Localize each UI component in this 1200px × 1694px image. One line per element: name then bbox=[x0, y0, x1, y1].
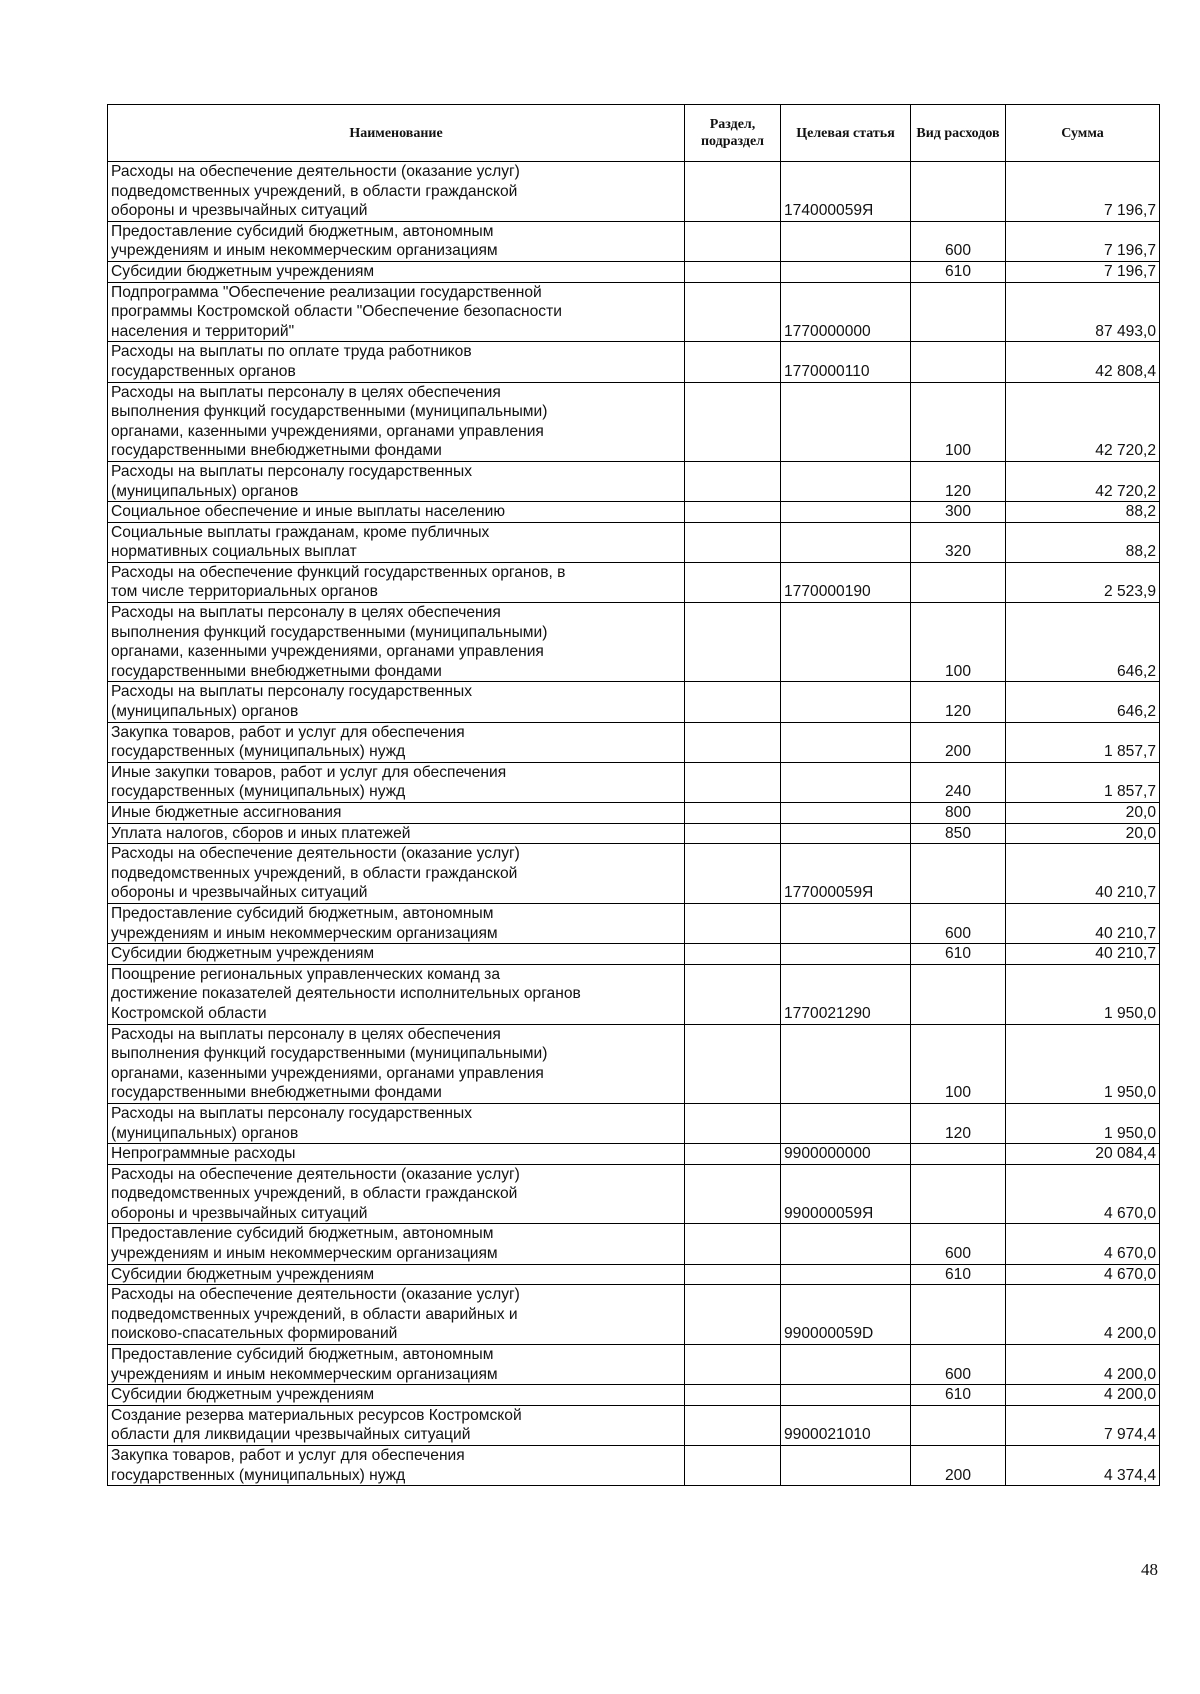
table-row bbox=[108, 762, 1160, 802]
row-target-cell bbox=[781, 1024, 911, 1103]
row-kind-cell bbox=[911, 562, 1006, 602]
row-kind-cell: 600 bbox=[911, 221, 1006, 261]
row-target-cell bbox=[781, 823, 911, 844]
row-sum-cell: 4 670,0 bbox=[1006, 1224, 1160, 1264]
row-kind-cell: 600 bbox=[911, 1345, 1006, 1385]
table-row bbox=[108, 562, 1160, 602]
row-name-cell: Расходы на выплаты персоналу государственных (муниципальных) органов bbox=[108, 682, 685, 722]
row-target-cell: 990000059Я bbox=[781, 1164, 911, 1224]
table-row bbox=[108, 1446, 1160, 1486]
row-sum-cell: 20,0 bbox=[1006, 823, 1160, 844]
row-name-cell: Расходы на обеспечение деятельности (оказание услуг) подведомственных учреждений, в области гражданской обороны и чрезвычайных ситуаций bbox=[108, 844, 685, 904]
row-name-cell: Предоставление субсидий бюджетным, автономным учреждениям и иным некоммерческим организациям bbox=[108, 1345, 685, 1385]
row-sum-cell: 646,2 bbox=[1006, 603, 1160, 682]
row-kind-cell bbox=[911, 282, 1006, 342]
row-name-cell: Предоставление субсидий бюджетным, автономным учреждениям и иным некоммерческим организациям bbox=[108, 221, 685, 261]
row-sum-cell: 4 200,0 bbox=[1006, 1345, 1160, 1385]
row-name-cell: Предоставление субсидий бюджетным, автономным учреждениям и иным некоммерческим организациям bbox=[108, 1224, 685, 1264]
row-sum-cell: 42 808,4 bbox=[1006, 342, 1160, 382]
row-section-cell bbox=[685, 1345, 781, 1385]
table-row bbox=[108, 603, 1160, 682]
row-name-cell: Иные бюджетные ассигнования bbox=[108, 803, 685, 824]
row-target-cell bbox=[781, 903, 911, 943]
table-row bbox=[108, 1144, 1160, 1165]
row-sum-cell: 1 950,0 bbox=[1006, 964, 1160, 1024]
row-target-cell bbox=[781, 461, 911, 501]
row-kind-cell: 320 bbox=[911, 522, 1006, 562]
row-target-cell bbox=[781, 944, 911, 965]
row-name-cell: Закупка товаров, работ и услуг для обеспечения государственных (муниципальных) нужд bbox=[108, 1446, 685, 1486]
row-name-cell: Расходы на выплаты персоналу в целях обеспечения выполнения функций государственными (муниципальными) органами, казенными учреждениями, органами управления государственными внебюджетными фондами bbox=[108, 1024, 685, 1103]
row-kind-cell: 100 bbox=[911, 603, 1006, 682]
table-row bbox=[108, 964, 1160, 1024]
row-sum-cell: 4 670,0 bbox=[1006, 1264, 1160, 1285]
row-name-cell: Расходы на выплаты по оплате труда работников государственных органов bbox=[108, 342, 685, 382]
row-kind-cell: 610 bbox=[911, 1385, 1006, 1406]
row-section-cell bbox=[685, 382, 781, 461]
row-sum-cell: 7 196,7 bbox=[1006, 221, 1160, 261]
row-name-cell: Расходы на выплаты персоналу государственных (муниципальных) органов bbox=[108, 461, 685, 501]
row-target-cell: 1770000110 bbox=[781, 342, 911, 382]
table-row bbox=[108, 682, 1160, 722]
header-section: Раздел, подраздел bbox=[685, 105, 781, 162]
table-row bbox=[108, 1024, 1160, 1103]
row-section-cell bbox=[685, 261, 781, 282]
row-section-cell bbox=[685, 964, 781, 1024]
row-sum-cell: 1 857,7 bbox=[1006, 722, 1160, 762]
table-row bbox=[108, 461, 1160, 501]
row-section-cell bbox=[685, 1103, 781, 1143]
row-section-cell bbox=[685, 1224, 781, 1264]
row-kind-cell: 610 bbox=[911, 944, 1006, 965]
table-row bbox=[108, 342, 1160, 382]
row-sum-cell: 2 523,9 bbox=[1006, 562, 1160, 602]
row-target-cell: 9900021010 bbox=[781, 1405, 911, 1445]
row-target-cell: 990000059D bbox=[781, 1285, 911, 1345]
row-target-cell bbox=[781, 1345, 911, 1385]
row-sum-cell: 42 720,2 bbox=[1006, 461, 1160, 501]
table-row bbox=[108, 1345, 1160, 1385]
table-row bbox=[108, 1385, 1160, 1406]
row-sum-cell: 40 210,7 bbox=[1006, 903, 1160, 943]
row-kind-cell bbox=[911, 1144, 1006, 1165]
table-row bbox=[108, 382, 1160, 461]
row-sum-cell: 7 196,7 bbox=[1006, 261, 1160, 282]
row-sum-cell: 88,2 bbox=[1006, 522, 1160, 562]
row-kind-cell: 600 bbox=[911, 1224, 1006, 1264]
row-target-cell bbox=[781, 221, 911, 261]
row-target-cell bbox=[781, 803, 911, 824]
row-section-cell bbox=[685, 682, 781, 722]
row-section-cell bbox=[685, 1164, 781, 1224]
row-section-cell bbox=[685, 844, 781, 904]
row-section-cell bbox=[685, 803, 781, 824]
row-section-cell bbox=[685, 903, 781, 943]
row-target-cell bbox=[781, 261, 911, 282]
row-kind-cell bbox=[911, 1164, 1006, 1224]
row-kind-cell: 120 bbox=[911, 1103, 1006, 1143]
row-section-cell bbox=[685, 1385, 781, 1406]
row-kind-cell: 200 bbox=[911, 722, 1006, 762]
row-name-cell: Поощрение региональных управленческих команд за достижение показателей деятельности исполнительных органов Костромской области bbox=[108, 964, 685, 1024]
table-row bbox=[108, 1405, 1160, 1445]
row-target-cell bbox=[781, 1264, 911, 1285]
table-row bbox=[108, 722, 1160, 762]
table-row bbox=[108, 1103, 1160, 1143]
table-row bbox=[108, 1224, 1160, 1264]
row-target-cell bbox=[781, 722, 911, 762]
row-target-cell: 1770021290 bbox=[781, 964, 911, 1024]
table-row bbox=[108, 261, 1160, 282]
row-section-cell bbox=[685, 282, 781, 342]
row-sum-cell: 87 493,0 bbox=[1006, 282, 1160, 342]
row-target-cell bbox=[781, 1446, 911, 1486]
row-sum-cell: 42 720,2 bbox=[1006, 382, 1160, 461]
row-target-cell: 174000059Я bbox=[781, 162, 911, 222]
row-section-cell bbox=[685, 1446, 781, 1486]
row-section-cell bbox=[685, 1405, 781, 1445]
table-row bbox=[108, 803, 1160, 824]
row-name-cell: Закупка товаров, работ и услуг для обеспечения государственных (муниципальных) нужд bbox=[108, 722, 685, 762]
row-target-cell: 9900000000 bbox=[781, 1144, 911, 1165]
table-row bbox=[108, 903, 1160, 943]
document-page bbox=[107, 104, 1159, 1486]
row-kind-cell bbox=[911, 964, 1006, 1024]
row-kind-cell: 600 bbox=[911, 903, 1006, 943]
row-target-cell bbox=[781, 762, 911, 802]
row-kind-cell bbox=[911, 342, 1006, 382]
row-kind-cell: 200 bbox=[911, 1446, 1006, 1486]
row-name-cell: Непрограммные расходы bbox=[108, 1144, 685, 1165]
row-name-cell: Расходы на выплаты персоналу государственных (муниципальных) органов bbox=[108, 1103, 685, 1143]
row-target-cell: 177000059Я bbox=[781, 844, 911, 904]
row-target-cell bbox=[781, 603, 911, 682]
row-name-cell: Расходы на обеспечение деятельности (оказание услуг) подведомственных учреждений, в области гражданской обороны и чрезвычайных ситуаций bbox=[108, 1164, 685, 1224]
row-sum-cell: 4 374,4 bbox=[1006, 1446, 1160, 1486]
row-name-cell: Субсидии бюджетным учреждениям bbox=[108, 944, 685, 965]
row-section-cell bbox=[685, 461, 781, 501]
row-section-cell bbox=[685, 762, 781, 802]
row-section-cell bbox=[685, 1264, 781, 1285]
row-name-cell: Расходы на обеспечение деятельности (оказание услуг) подведомственных учреждений, в области аварийных и поисково-спасательных формирований bbox=[108, 1285, 685, 1345]
row-name-cell: Предоставление субсидий бюджетным, автономным учреждениям и иным некоммерческим организациям bbox=[108, 903, 685, 943]
row-name-cell: Расходы на выплаты персоналу в целях обеспечения выполнения функций государственными (муниципальными) органами, казенными учреждениями, органами управления государственными внебюджетными фондами bbox=[108, 603, 685, 682]
row-target-cell bbox=[781, 1103, 911, 1143]
row-name-cell: Иные закупки товаров, работ и услуг для обеспечения государственных (муниципальных) нужд bbox=[108, 762, 685, 802]
row-section-cell bbox=[685, 603, 781, 682]
header-name: Наименование bbox=[108, 105, 685, 162]
row-target-cell bbox=[781, 1385, 911, 1406]
table-row bbox=[108, 823, 1160, 844]
row-name-cell: Создание резерва материальных ресурсов Костромской области для ликвидации чрезвычайных ситуаций bbox=[108, 1405, 685, 1445]
header-sum: Сумма bbox=[1006, 105, 1160, 162]
row-target-cell: 1770000000 bbox=[781, 282, 911, 342]
row-kind-cell bbox=[911, 162, 1006, 222]
row-name-cell: Уплата налогов, сборов и иных платежей bbox=[108, 823, 685, 844]
row-section-cell bbox=[685, 1285, 781, 1345]
row-sum-cell: 1 857,7 bbox=[1006, 762, 1160, 802]
table-row bbox=[108, 1285, 1160, 1345]
table-row bbox=[108, 522, 1160, 562]
row-section-cell bbox=[685, 1024, 781, 1103]
row-sum-cell: 88,2 bbox=[1006, 502, 1160, 523]
row-section-cell bbox=[685, 944, 781, 965]
row-name-cell: Расходы на обеспечение функций государственных органов, в том числе территориальных органов bbox=[108, 562, 685, 602]
table-row bbox=[108, 944, 1160, 965]
row-name-cell: Субсидии бюджетным учреждениям bbox=[108, 1385, 685, 1406]
row-kind-cell: 100 bbox=[911, 1024, 1006, 1103]
row-name-cell: Подпрограмма "Обеспечение реализации государственной программы Костромской области "Обеспечение безопасности населения и территорий" bbox=[108, 282, 685, 342]
row-section-cell bbox=[685, 221, 781, 261]
row-target-cell bbox=[781, 502, 911, 523]
row-kind-cell: 120 bbox=[911, 461, 1006, 501]
row-target-cell bbox=[781, 382, 911, 461]
row-section-cell bbox=[685, 722, 781, 762]
page-number: 48 bbox=[1141, 1560, 1158, 1579]
row-name-cell: Расходы на выплаты персоналу в целях обеспечения выполнения функций государственными (муниципальными) органами, казенными учреждениями, органами управления государственными внебюджетными фондами bbox=[108, 382, 685, 461]
row-section-cell bbox=[685, 502, 781, 523]
table-header-row bbox=[108, 105, 1160, 162]
row-name-cell: Социальные выплаты гражданам, кроме публичных нормативных социальных выплат bbox=[108, 522, 685, 562]
row-kind-cell: 120 bbox=[911, 682, 1006, 722]
row-sum-cell: 4 200,0 bbox=[1006, 1385, 1160, 1406]
row-sum-cell: 40 210,7 bbox=[1006, 844, 1160, 904]
row-section-cell bbox=[685, 1144, 781, 1165]
table-row bbox=[108, 1264, 1160, 1285]
row-kind-cell: 240 bbox=[911, 762, 1006, 802]
row-target-cell bbox=[781, 682, 911, 722]
row-kind-cell: 610 bbox=[911, 1264, 1006, 1285]
row-sum-cell: 7 196,7 bbox=[1006, 162, 1160, 222]
row-sum-cell: 4 670,0 bbox=[1006, 1164, 1160, 1224]
table-row bbox=[108, 282, 1160, 342]
row-kind-cell: 610 bbox=[911, 261, 1006, 282]
row-sum-cell: 1 950,0 bbox=[1006, 1103, 1160, 1143]
row-kind-cell: 850 bbox=[911, 823, 1006, 844]
row-section-cell bbox=[685, 162, 781, 222]
budget-table bbox=[107, 104, 1160, 1486]
row-kind-cell bbox=[911, 1285, 1006, 1345]
row-sum-cell: 40 210,7 bbox=[1006, 944, 1160, 965]
header-kind: Вид расходов bbox=[911, 105, 1006, 162]
row-kind-cell bbox=[911, 1405, 1006, 1445]
row-kind-cell: 800 bbox=[911, 803, 1006, 824]
table-row bbox=[108, 1164, 1160, 1224]
row-section-cell bbox=[685, 342, 781, 382]
row-kind-cell: 300 bbox=[911, 502, 1006, 523]
row-sum-cell: 7 974,4 bbox=[1006, 1405, 1160, 1445]
row-kind-cell: 100 bbox=[911, 382, 1006, 461]
row-sum-cell: 4 200,0 bbox=[1006, 1285, 1160, 1345]
table-body bbox=[108, 162, 1160, 1486]
row-target-cell: 1770000190 bbox=[781, 562, 911, 602]
header-target: Целевая статья bbox=[781, 105, 911, 162]
row-name-cell: Социальное обеспечение и иные выплаты населению bbox=[108, 502, 685, 523]
table-row bbox=[108, 502, 1160, 523]
row-sum-cell: 1 950,0 bbox=[1006, 1024, 1160, 1103]
table-row bbox=[108, 221, 1160, 261]
row-section-cell bbox=[685, 562, 781, 602]
row-name-cell: Субсидии бюджетным учреждениям bbox=[108, 261, 685, 282]
row-target-cell bbox=[781, 522, 911, 562]
row-sum-cell: 646,2 bbox=[1006, 682, 1160, 722]
row-sum-cell: 20 084,4 bbox=[1006, 1144, 1160, 1165]
row-name-cell: Субсидии бюджетным учреждениям bbox=[108, 1264, 685, 1285]
row-target-cell bbox=[781, 1224, 911, 1264]
table-row bbox=[108, 844, 1160, 904]
row-section-cell bbox=[685, 823, 781, 844]
table-row bbox=[108, 162, 1160, 222]
row-name-cell: Расходы на обеспечение деятельности (оказание услуг) подведомственных учреждений, в области гражданской обороны и чрезвычайных ситуаций bbox=[108, 162, 685, 222]
row-sum-cell: 20,0 bbox=[1006, 803, 1160, 824]
row-kind-cell bbox=[911, 844, 1006, 904]
row-section-cell bbox=[685, 522, 781, 562]
